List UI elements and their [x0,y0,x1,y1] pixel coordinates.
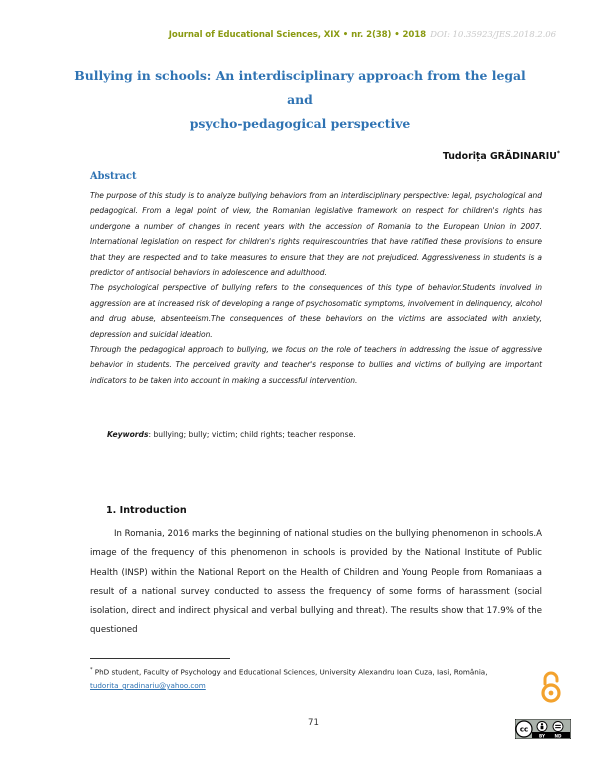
footnote-text: PhD student, Faculty of Psychology and Educational Sciences, University Alexandru Ioan Cuza, Iasi, România, [92,667,488,677]
article-title [60,64,540,136]
footnote-mark: * [90,667,93,673]
running-header [169,30,556,40]
section-heading: 1. Introduction [106,505,187,516]
open-access-icon [540,670,562,704]
journal-citation: Journal of Educational Sciences, XIX • nr. 2(38) • 2018 [168,30,427,40]
introduction-body [90,525,542,641]
abstract-paragraph-3: Through the pedagogical approach to bullying, we focus on the role of teachers in addressing the issue of aggressive behavior in students. The perceived gravity and teacher's response to bullies and victims of bullying are important indicators to be taken into account in making a successful intervention. [90,345,542,385]
author-text: Tudorița GRĂDINARIU [442,151,557,163]
author-footnote-mark: * [556,150,560,157]
author-name [443,150,560,162]
by-icon: BY [539,733,545,739]
author-email-link[interactable]: tudorita_gradinariu@yahoo.com [90,680,206,690]
nd-icon: ND [554,733,562,739]
introduction-paragraph: In Romania, 2016 marks the beginning of national studies on the bullying phenomenon in schools.A image of the frequency of this phenomenon in schools is provided by the National Institute of Public Health (INSP) within the National Report on the Health of Children and Young People from Romaniaas a result of a national survey conducted to assess the frequency of some forms of harassment (social isolation, direct and indirect physical and verbal bullying and threat). The results show that 17.9% of the questioned [90,529,542,636]
title-line-1: Bullying in schools: An interdisciplinary approach from the legal and [74,68,526,107]
cc-license-badge [515,719,571,739]
footnote-divider [90,658,230,659]
abstract-paragraph-2: The psychological perspective of bullying refers to the consequences of this type of behavior.Students involved in aggression are at increased risk of developing a range of psychosomatic symptoms, involvement in delinquency, alcohol and drug abuse, absenteeism.The consequences of these behaviors on the victims are associated with anxiety, depression and suicidal ideation. [90,283,542,339]
keywords-list: : bullying; bully; victim; child rights; teacher response. [148,430,356,439]
cc-icon: cc [519,725,529,734]
footnote [90,664,510,693]
abstract-heading: Abstract [90,171,137,182]
abstract-paragraph-1: The purpose of this study is to analyze bullying behaviors from an interdisciplinary perspective: legal, psychological and pedagogical. From a legal point of view, the Romanian legislative framework on respect for children's rights has undergone a number of changes in recent years with the accession of Romania to the European Union in 2007. International legislation on respect for children's rights requirescountries that have ratified these provisions to ensure that they are respected and to take measures to ensure that they are not prejudiced. Aggressiveness in students is a predictor of antisocial behaviors in adolescence and adulthood. [90,191,542,278]
abstract-body [90,188,542,388]
keywords-line [107,430,356,439]
doi-link[interactable]: DOI: 10.35923/JES.2018.2.06 [430,30,556,40]
title-line-2: psycho-pedagogical perspective [189,116,411,131]
page-number: 71 [308,718,319,728]
keywords-label: Keywords [107,430,149,439]
